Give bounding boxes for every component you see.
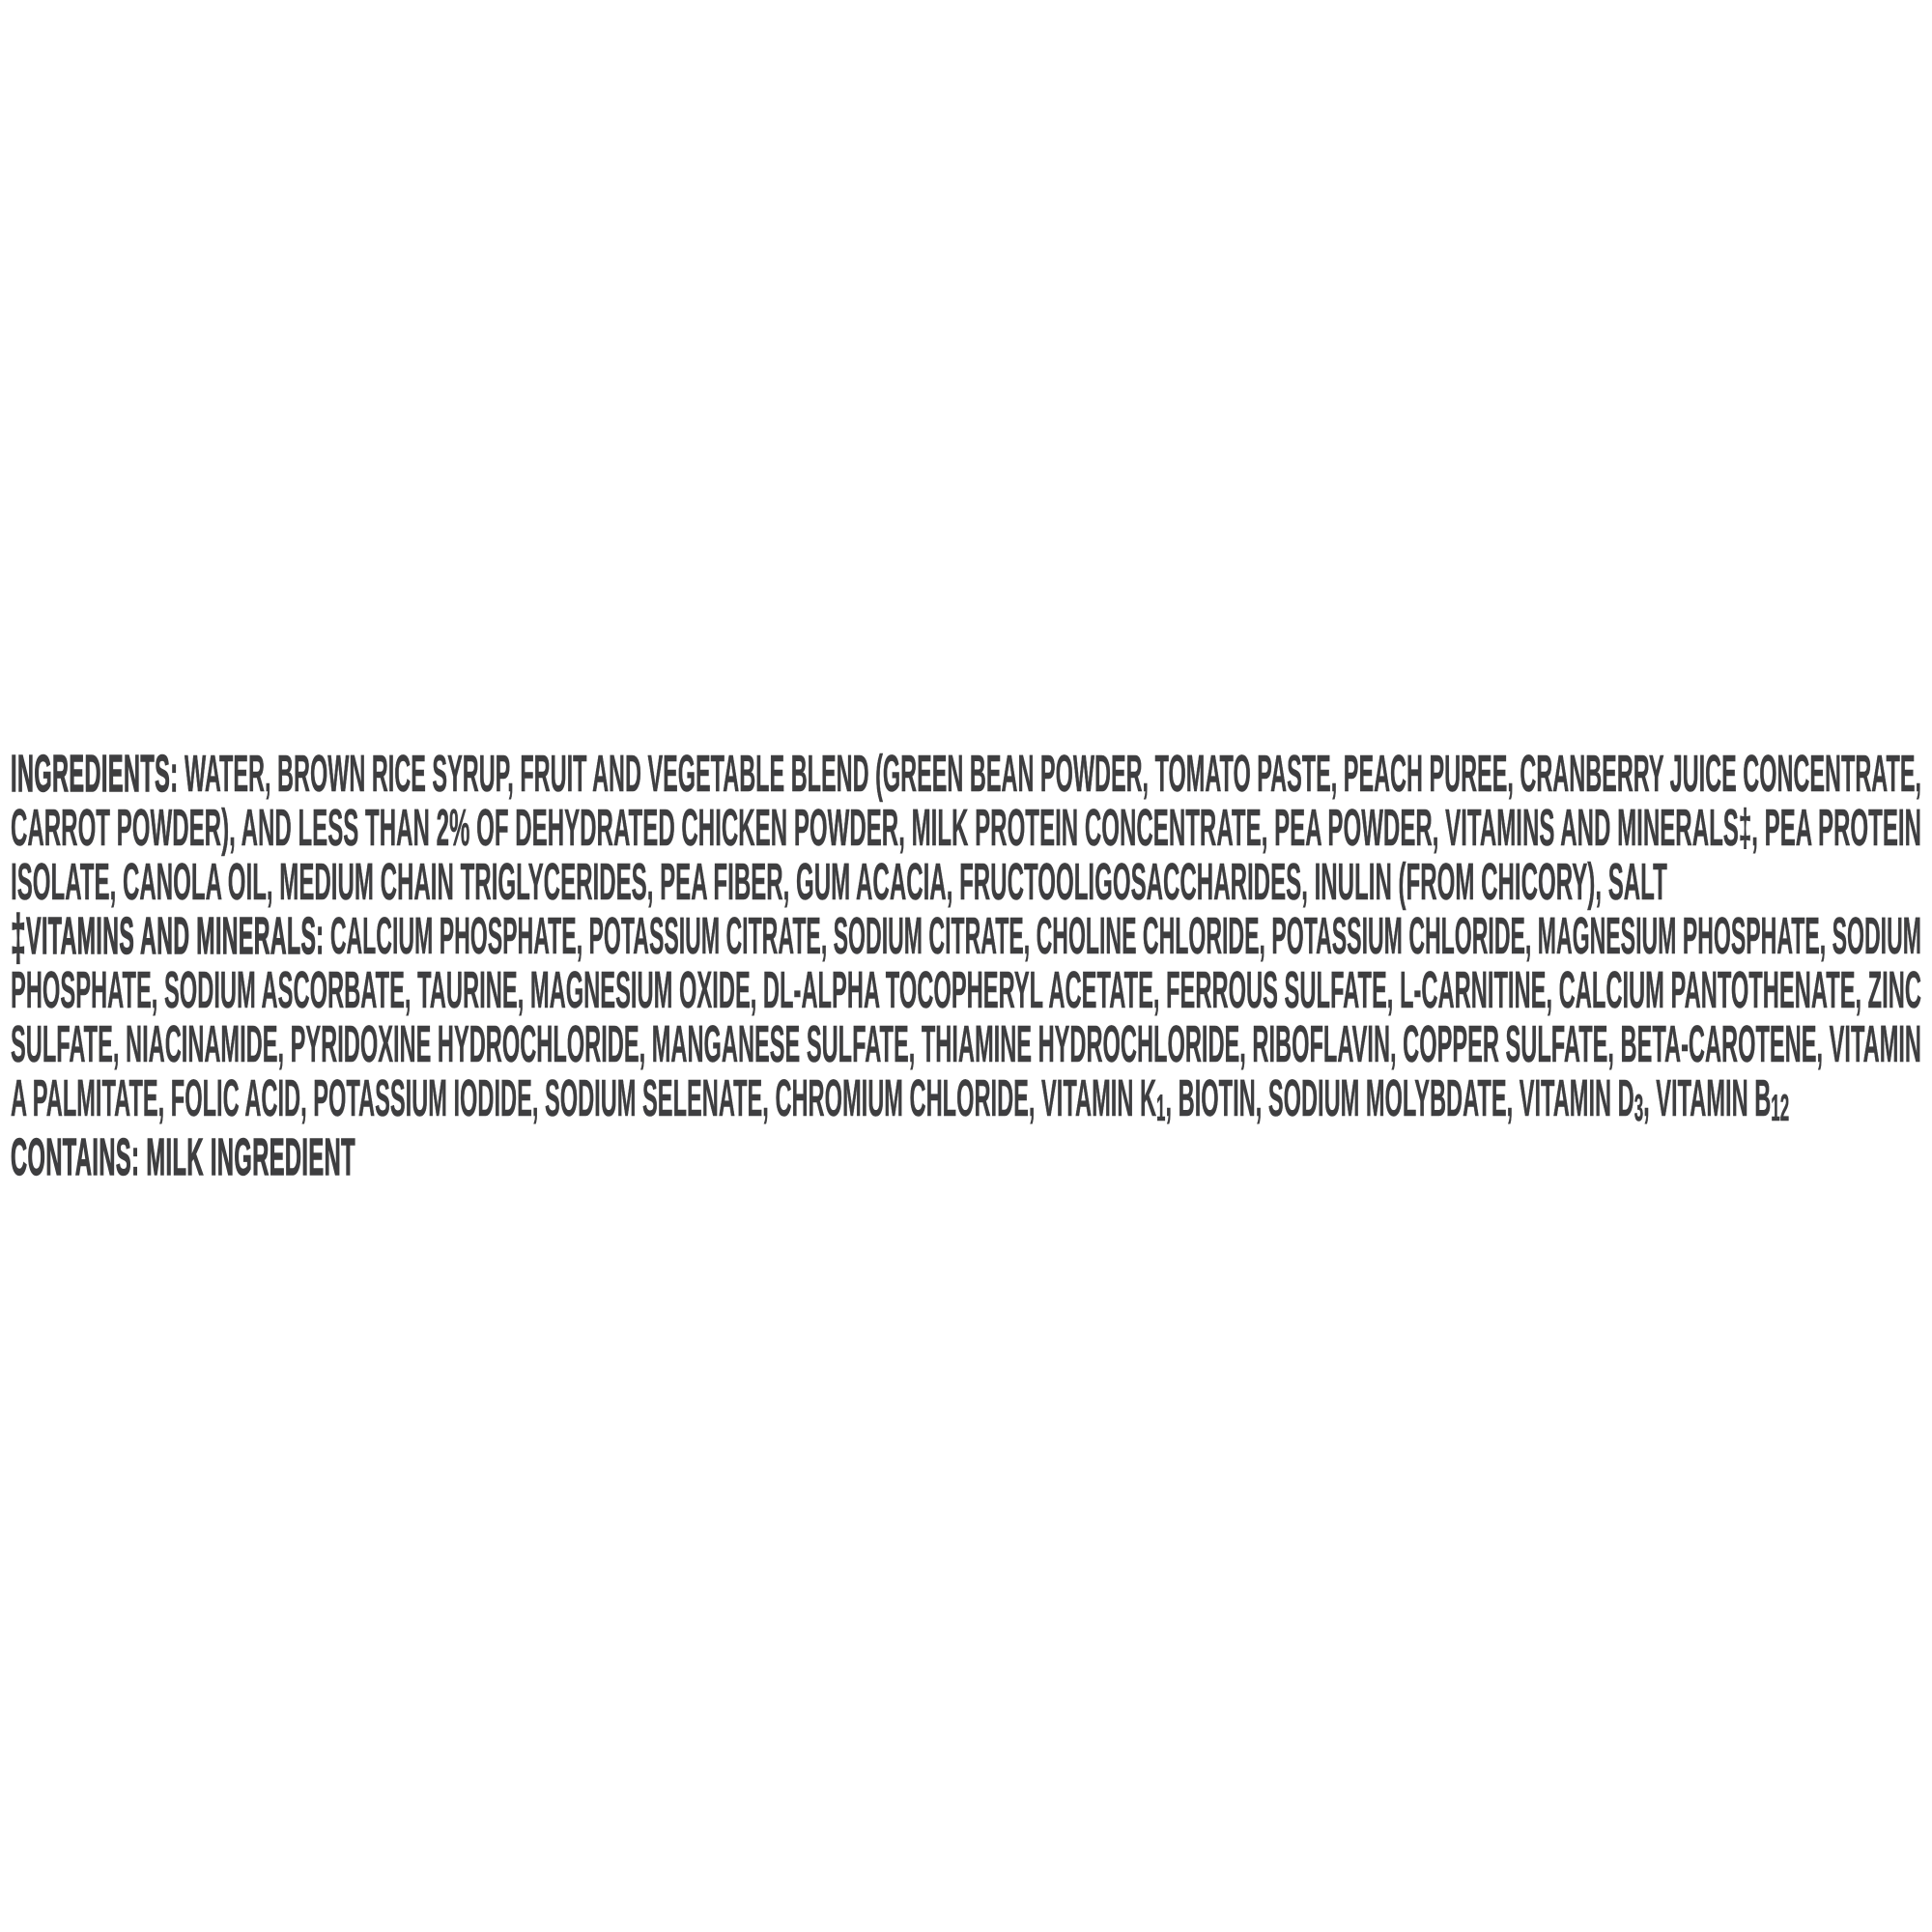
vitamins-text-4a: A PALMITATE, FOLIC ACID, POTASSIUM IODIDE, SODIUM SELENATE, CHROMIUM CHLORIDE, VITAMIN K [11,1069,1157,1127]
ingredients-text-1: WATER, BROWN RICE SYRUP, FRUIT AND VEGETABLE BLEND (GREEN BEAN POWDER, TOMATO PASTE, PEACH PUREE, CRANBERRY JUICE CONCENTRATE, [178,745,1922,803]
vitamins-text-1: CALCIUM PHOSPHATE, POTASSIUM CITRATE, SODIUM CITRATE, CHOLINE CHLORIDE, POTASSIUM CHLORIDE, MAGNESIUM PHOSPHATE, SODIUM [324,907,1922,965]
ingredients-label [11,747,1921,1184]
vitamins-text-4c: , VITAMIN B [1643,1069,1772,1127]
contains-statement-line [11,1130,1921,1184]
double-dagger-icon: ‡ [11,901,27,973]
line-content [11,801,1921,855]
vitamins-heading: VITAMINS AND MINERALS: [26,907,325,965]
ingredients-heading: INGREDIENTS: [11,745,179,803]
vitamins-text-3: SULFATE, NIACINAMIDE, PYRIDOXINE HYDROCHLORIDE, MANGANESE SULFATE, THIAMINE HYDROCHLORIDE, RIBOFLAVIN, COPPER SULFATE, BETA-CAROTENE, VITAMIN [11,1015,1921,1073]
line-content [11,1069,1790,1130]
line-content [11,747,1921,801]
vitamins-line-2 [11,963,1921,1017]
vitamins-text-2: PHOSPHATE, SODIUM ASCORBATE, TAURINE, MAGNESIUM OXIDE, DL-ALPHA TOCOPHERYL ACETATE, FERROUS SULFATE, L-CARNITINE, CALCIUM PANTOTHENATE, ZINC [11,961,1921,1019]
vitamins-line-1 [11,901,1922,973]
line-content [11,1017,1921,1071]
vitamin-b12-subscript: 12 [1771,1088,1790,1130]
line-content [11,963,1921,1017]
vitamins-text-4b: , BIOTIN, SODIUM MOLYBDATE, VITAMIN D [1165,1069,1634,1127]
vitamins-line-4 [11,1069,1921,1130]
line-content [11,855,1667,909]
vitamin-k1-subscript: 1 [1156,1088,1166,1130]
ingredients-line-1 [11,747,1921,801]
ingredients-text-2: CARROT POWDER), AND LESS THAN 2% OF DEHYDRATED CHICKEN POWDER, MILK PROTEIN CONCENTRATE, PEA POWDER, VITAMINS AND MINERALS‡, PEA PROTEIN [11,799,1921,857]
line-content [11,901,1922,973]
ingredients-text-3: ISOLATE, CANOLA OIL, MEDIUM CHAIN TRIGLYCERIDES, PEA FIBER, GUM ACACIA, FRUCTOOLIGOSACCHARIDES, INULIN (FROM CHICORY), SALT [11,853,1667,911]
contains-statement: CONTAINS: MILK INGREDIENT [11,1128,355,1186]
ingredients-line-2 [11,801,1921,855]
vitamins-line-3 [11,1017,1921,1071]
ingredients-line-3 [11,855,1921,909]
line-content [11,1130,355,1184]
vitamin-d3-subscript: 3 [1634,1088,1644,1130]
